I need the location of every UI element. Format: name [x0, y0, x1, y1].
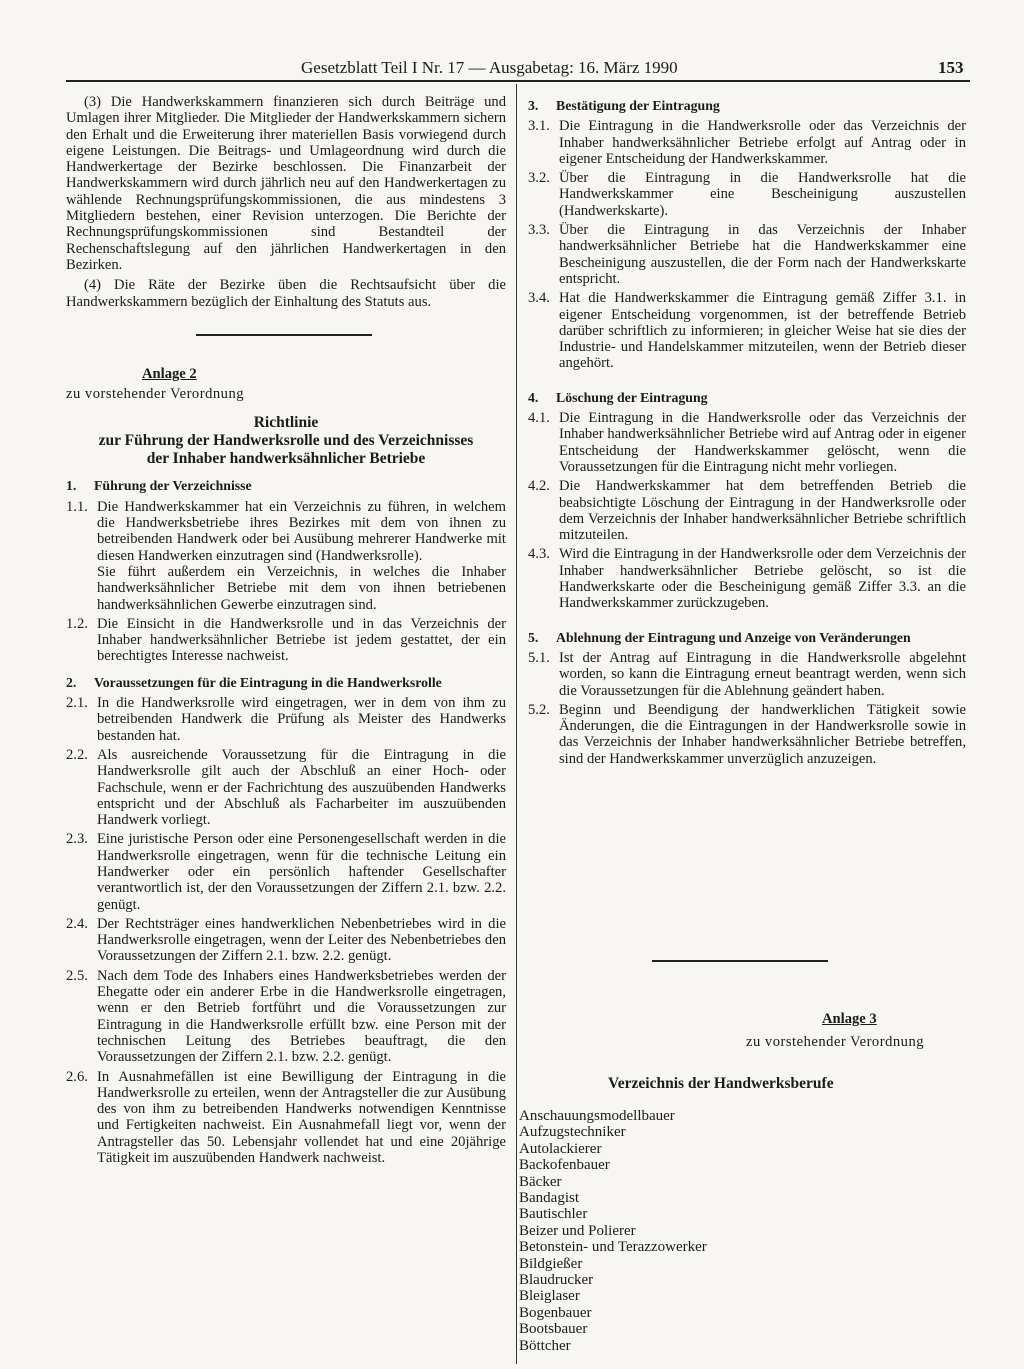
item-text-continued: Sie führt außerdem ein Verzeichnis, in welches die Inhaber handwerksähnlicher Betriebe mit dem von ihnen betriebenen handwerksähnlichen Gewerbe einzutragen sind. — [97, 563, 506, 613]
item-text: Beginn und Beendigung der handwerklichen Tätigkeit sowie Änderungen, die die Eintragungen in der Handwerksrolle sowie in das Verzeichnis der Inhaber handwerksähnlicher Betriebe betreffen, sind der Handwerkskammer unverzüglich anzuzeigen. — [559, 701, 966, 767]
right-column — [528, 98, 966, 770]
list-item: Beizer und Polierer — [519, 1222, 636, 1239]
item-text: Der Rechtsträger eines handwerklichen Nebenbetriebes wird in die Handwerksrolle eingetragen, wenn der Leiter des Nebenbetriebes den Voraussetzungen der Ziffern 2.1. bzw. 2.2. genügt. — [97, 915, 506, 965]
item-number: 4.3. — [528, 546, 550, 563]
list-item — [528, 546, 966, 611]
section-separator — [652, 960, 828, 962]
list-item: Böttcher — [519, 1337, 571, 1354]
list-item — [528, 702, 966, 767]
item-number: 2.4. — [66, 915, 88, 932]
section-number: 5. — [528, 629, 539, 645]
section-title: Voraussetzungen für die Eintragung in die Handwerksrolle — [94, 674, 442, 690]
list-item — [66, 1069, 506, 1167]
list-item: Bootsbauer — [519, 1321, 588, 1338]
item-number: 4.2. — [528, 478, 550, 495]
list-item: Aufzugstechniker — [519, 1124, 626, 1141]
item-text: Hat die Handwerkskammer die Eintragung gemäß Ziffer 3.1. in eigener Entscheidung vorgenommen, ist der betreffende Betrieb darüber schriftlich zu informieren; in gleicher Weise hat sie dies der Industrie- und Handelskammer mitzuteilen, wenn der Betrieb dieser angehört. — [559, 290, 966, 372]
section-title: Löschung der Eintragung — [556, 389, 708, 405]
section-heading — [528, 390, 966, 406]
section-heading — [66, 675, 506, 691]
richtlinie-title: Richtlinie — [253, 414, 319, 432]
item-number: 3.2. — [528, 170, 550, 187]
item-number: 2.2. — [66, 746, 88, 763]
list-item: Betonstein- und Terazzowerker — [519, 1239, 707, 1256]
paragraph-4: (4) Die Räte der Bezirke üben die Rechtsaufsicht über die Handwerkskammern bezüglich der Einhaltung des Statuts aus. — [66, 277, 506, 310]
header-rule — [66, 80, 970, 82]
item-text: Die Einsicht in die Handwerksrolle und in das Verzeichnis der Inhaber handwerksähnlicher Betriebe ist jedem gestattet, der ein berechtigtes Interesse nachweist. — [97, 615, 506, 665]
section-number: 2. — [66, 674, 77, 690]
item-text: Nach dem Tode des Inhabers eines Handwerksbetriebes werden der Ehegatte oder ein anderer Erbe in die Handwerksrolle eingetragen, wenn er den Betrieb fortführt und die Voraussetzungen zur Eintragung in die Handwerksrolle erfüllt bzw. eine Person mit der technischen Leitung des Betriebes beauftragt, die den Voraussetzungen der Ziffern 2.1. bzw. 2.2. genügt. — [97, 967, 506, 1066]
anlage-3-label: Anlage 3 — [822, 1011, 877, 1027]
section-title: Bestätigung der Eintragung — [556, 98, 720, 113]
section-title: Ablehnung der Eintragung und Anzeige von Veränderungen — [556, 629, 911, 645]
gazette-header-title: Gesetzblatt Teil I Nr. 17 — Ausgabetag: 16. März 1990 — [301, 58, 678, 77]
section-heading — [528, 630, 966, 646]
column-divider — [516, 84, 517, 1364]
list-item: Bandagist — [519, 1190, 579, 1207]
page-number: 153 — [938, 58, 964, 77]
item-number: 2.6. — [66, 1068, 88, 1085]
item-text: Die Eintragung in die Handwerksrolle oder das Verzeichnis der Inhaber handwerksähnlicher Betriebe wird auf Antrag oder in eigener Entscheidung der Handwerkskammer gelöscht, wenn die Voraussetzungen für die Eintragung nicht mehr vorliegen. — [559, 410, 966, 475]
item-text: Über die Eintragung in die Handwerksrolle hat die Handwerkskammer eine Bescheinigung auszustellen (Handwerkskarte). — [559, 170, 966, 219]
paragraph-3: (3) Die Handwerkskammern finanzieren sich durch Beiträge und Umlagen ihrer Mitglieder. Die Mitglieder der Handwerkskammern sichern den Erhalt und die Erweiterung ihrer materiellen Basis vorwiegend durch eigene Leistungen. Die Beitrags- und Umlageordnung wird durch die Handwerkertage der Bezirke beschlossen. Die Finanzarbeit der Handwerkskammern wird durch jährlich neu auf den Handwerkertagen zu wählende Rechnungsprüfungskommissionen, die aus mindestens 3 Mitgliedern bestehen, einer Revision unterzogen. Die Berichte der Rechnungsprüfungskommissionen sind Bestandteil der Rechenschaftslegung auf den jährlichen Handwerkertagen in den Bezirken. — [66, 94, 506, 273]
item-text: Die Eintragung in die Handwerksrolle oder das Verzeichnis der Inhaber handwerksähnlicher Betriebe erfolgt auf Antrag oder in eigener Entscheidung der Handwerkskammer. — [559, 118, 966, 167]
item-text: Als ausreichende Voraussetzung für die Eintragung in die Handwerksrolle gilt auch der Abschluß an einer Hoch- oder Fachschule, wenn er der Fachrichtung des auszuübenden Handwerks entspricht und der Abschluß als Facharbeiter im auszuübenden Handwerk vorliegt. — [97, 746, 506, 829]
list-item — [66, 616, 506, 665]
item-text: In Ausnahmefällen ist eine Bewilligung der Eintragung in die Handwerksrolle zu erteilen, wenn der Antragsteller die zur Ausübung des von ihm zu betreibenden Handwerks notwendigen Kenntnisse und Fertigkeiten nachweist. Ein Ausnahmefall liegt vor, wenn der Antragsteller das 50. Lebensjahr vollendet hat und eine 20jährige Tätigkeit im auszuübenden Handwerk nachweist. — [97, 1068, 506, 1167]
item-number: 1.1. — [66, 498, 88, 515]
item-number: 3.3. — [528, 222, 550, 239]
item-number: 1.2. — [66, 615, 88, 632]
page-header — [0, 58, 1024, 80]
anlage-3-subtitle: zu vorstehender Verordnung — [746, 1034, 925, 1050]
richtlinie-subtitle-line1: zur Führung der Handwerksrolle und des Verzeichnisses — [98, 432, 474, 450]
list-item — [528, 170, 966, 219]
richtlinie-subtitle-line2: der Inhaber handwerksähnlicher Betriebe — [146, 450, 426, 468]
section-number: 1. — [66, 478, 77, 494]
item-text: In die Handwerksrolle wird eingetragen, wer in dem von ihm zu betreibenden Handwerk die Prüfung als Meister des Handwerks bestanden hat. — [97, 695, 506, 744]
list-item: Anschauungsmodellbauer — [519, 1108, 675, 1124]
section-heading — [528, 98, 966, 114]
list-item — [66, 916, 506, 965]
list-item: Autolackierer — [519, 1140, 602, 1157]
section-heading — [66, 478, 506, 494]
item-number: 5.1. — [528, 649, 550, 666]
section-number: 4. — [528, 389, 539, 405]
list-item — [528, 118, 966, 167]
item-number: 4.1. — [528, 410, 550, 427]
list-item — [66, 499, 506, 613]
section-title: Führung der Verzeichnisse — [94, 478, 252, 494]
item-number: 5.2. — [528, 701, 550, 718]
list-item — [528, 290, 966, 371]
verzeichnis-title: Verzeichnis der Handwerksberufe — [608, 1075, 834, 1092]
item-number: 3.1. — [528, 118, 550, 135]
list-item — [528, 222, 966, 287]
item-text: Die Handwerkskammer hat dem betreffenden Betrieb die beabsichtigte Löschung der Eintragung in der Handwerksrolle oder dem Verzeichnis der Inhaber handwerksähnlicher Betriebe schriftlich mitzuteilen. — [559, 478, 966, 544]
item-text: Wird die Eintragung in der Handwerksrolle oder dem Verzeichnis der Inhaber handwerksähnlicher Betriebe gelöscht, so ist die Handwerkskarte oder die Bescheinigung gemäß Ziffer 3.3. an die Handwerkskammer zurückzugeben. — [559, 546, 966, 612]
section-number: 3. — [528, 98, 539, 113]
list-item — [528, 650, 966, 699]
list-item — [66, 968, 506, 1066]
item-text: Ist der Antrag auf Eintragung in die Handwerksrolle abgelehnt worden, so kann die Eintragung erneut beantragt werden, wenn sich die Voraussetzungen für die Ablehnung geändert haben. — [559, 649, 966, 699]
list-item — [66, 831, 506, 912]
list-item: Bildgießer — [519, 1255, 583, 1272]
list-item — [528, 410, 966, 475]
list-item — [66, 695, 506, 744]
list-item: Backofenbauer — [519, 1157, 610, 1174]
left-column — [66, 94, 506, 1169]
item-text: Über die Eintragung in das Verzeichnis der Inhaber handwerksähnlicher Betriebe hat die Handwerkskammer eine Bescheinigung auszustellen, die der Form nach der Handwerkskarte entspricht. — [559, 222, 966, 287]
anlage-2-subtitle: zu vorstehender Verordnung — [66, 386, 245, 403]
item-text: Eine juristische Person oder eine Personengesellschaft werden in die Handwerksrolle eingetragen, wenn für die technische Leitung ein Handwerker oder ein persönlich haftender Gesellschafter verantwortlich ist, der den Voraussetzungen der Ziffern 2.1. bzw. 2.2. genügt. — [97, 831, 506, 913]
handwerksberufe-list — [519, 1108, 707, 1354]
list-item: Bogenbauer — [519, 1304, 592, 1321]
item-number: 2.5. — [66, 967, 88, 984]
section-separator — [196, 334, 372, 336]
item-number: 2.3. — [66, 831, 88, 848]
list-item: Bautischler — [519, 1206, 588, 1223]
list-item: Blaudrucker — [519, 1272, 594, 1289]
item-text: Die Handwerkskammer hat ein Verzeichnis zu führen, in welchem die Handwerksbetriebe ihres Bezirkes mit dem von ihnen zu betreibenden Handwerk oder bei Ausübung mehrerer Handwerke mit diesen Handwerken einzutragen sind (Handwerksrolle). — [97, 498, 506, 564]
anlage-2-label: Anlage 2 — [142, 365, 197, 382]
list-item — [528, 478, 966, 543]
item-number: 3.4. — [528, 290, 550, 307]
list-item: Bleiglaser — [519, 1288, 580, 1305]
item-number: 2.1. — [66, 695, 88, 712]
list-item: Bäcker — [519, 1173, 562, 1190]
list-item — [66, 747, 506, 828]
